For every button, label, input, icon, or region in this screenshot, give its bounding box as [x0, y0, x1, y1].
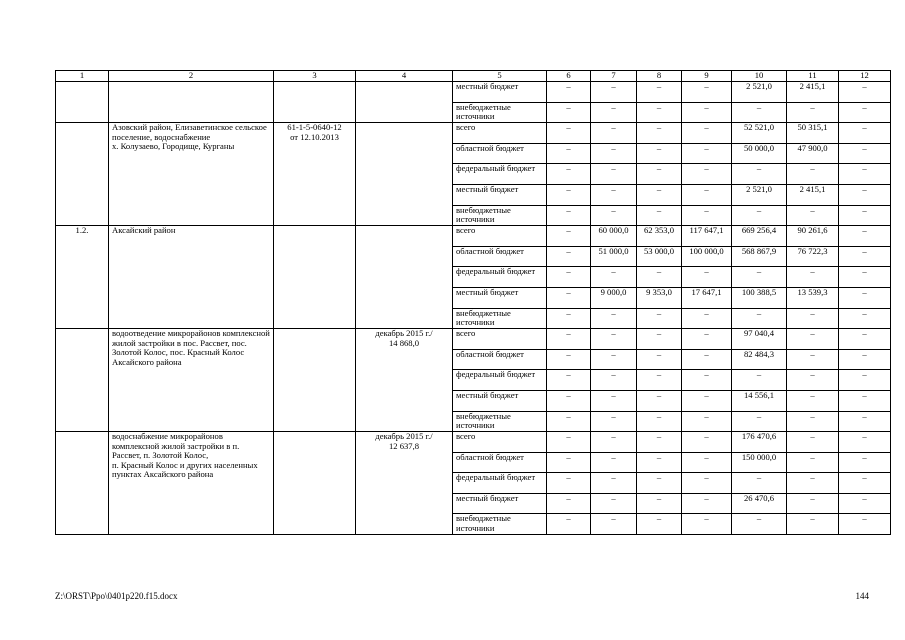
amount-cell: –: [787, 370, 839, 391]
document-code-cell: [274, 82, 356, 123]
amount-cell: –: [682, 205, 732, 226]
amount-cell: –: [732, 411, 787, 432]
funding-source-cell: внебюджетные источники: [453, 102, 547, 123]
amount-cell: –: [839, 493, 891, 514]
amount-cell: –: [787, 308, 839, 329]
amount-cell: –: [637, 143, 682, 164]
column-number-header: 10: [732, 71, 787, 82]
amount-cell: –: [547, 164, 591, 185]
amount-cell: –: [637, 370, 682, 391]
amount-cell: –: [637, 308, 682, 329]
amount-cell: 50 000,0: [732, 143, 787, 164]
amount-cell: –: [787, 205, 839, 226]
amount-cell: –: [547, 411, 591, 432]
amount-cell: –: [547, 184, 591, 205]
amount-cell: –: [732, 205, 787, 226]
amount-cell: –: [547, 205, 591, 226]
funding-source-cell: внебюджетные источники: [453, 411, 547, 432]
column-number-header: 8: [637, 71, 682, 82]
amount-cell: 26 470,6: [732, 493, 787, 514]
amount-cell: –: [839, 184, 891, 205]
column-number-header: 7: [591, 71, 637, 82]
amount-cell: –: [839, 514, 891, 535]
document-code-cell: [274, 226, 356, 329]
amount-cell: –: [591, 493, 637, 514]
amount-cell: –: [637, 102, 682, 123]
amount-cell: 568 867,9: [732, 246, 787, 267]
amount-cell: –: [637, 267, 682, 288]
amount-cell: –: [591, 452, 637, 473]
table-row: [56, 82, 891, 103]
column-number-header: 5: [453, 71, 547, 82]
amount-cell: –: [682, 493, 732, 514]
amount-cell: 76 722,3: [787, 246, 839, 267]
amount-cell: –: [839, 267, 891, 288]
amount-cell: –: [732, 473, 787, 494]
column-number-header: 2: [109, 71, 274, 82]
amount-cell: 97 040,4: [732, 329, 787, 350]
funding-source-cell: федеральный бюджет: [453, 164, 547, 185]
amount-cell: –: [839, 82, 891, 103]
amount-cell: –: [637, 205, 682, 226]
amount-cell: 60 000,0: [591, 226, 637, 247]
amount-cell: –: [787, 390, 839, 411]
column-number-header: 11: [787, 71, 839, 82]
amount-cell: –: [682, 123, 732, 144]
column-number-header: 4: [356, 71, 453, 82]
amount-cell: –: [591, 411, 637, 432]
funding-source-cell: федеральный бюджет: [453, 473, 547, 494]
column-number-header: 1: [56, 71, 109, 82]
amount-cell: –: [547, 514, 591, 535]
amount-cell: –: [787, 514, 839, 535]
funding-source-cell: областной бюджет: [453, 246, 547, 267]
amount-cell: 14 556,1: [732, 390, 787, 411]
amount-cell: –: [591, 102, 637, 123]
amount-cell: –: [839, 452, 891, 473]
amount-cell: –: [839, 226, 891, 247]
column-number-header: 12: [839, 71, 891, 82]
amount-cell: –: [547, 493, 591, 514]
amount-cell: –: [682, 102, 732, 123]
amount-cell: 82 484,3: [732, 349, 787, 370]
amount-cell: –: [732, 267, 787, 288]
amount-cell: –: [547, 226, 591, 247]
amount-cell: –: [839, 473, 891, 494]
object-name-cell: водоотведение микрорайонов комплексной жилой застройки в пос. Рассвет, пос. Золотой Колос, пос. Красный Колос Аксайского района: [109, 329, 274, 432]
funding-source-cell: областной бюджет: [453, 143, 547, 164]
funding-source-cell: федеральный бюджет: [453, 370, 547, 391]
amount-cell: –: [637, 390, 682, 411]
term-cost-cell: декабрь 2015 г./ 12 637,8: [356, 432, 453, 535]
table-row: [56, 226, 891, 247]
amount-cell: –: [637, 82, 682, 103]
amount-cell: –: [591, 123, 637, 144]
funding-source-cell: местный бюджет: [453, 82, 547, 103]
amount-cell: 50 315,1: [787, 123, 839, 144]
amount-cell: –: [547, 102, 591, 123]
amount-cell: –: [591, 308, 637, 329]
funding-source-cell: внебюджетные источники: [453, 514, 547, 535]
amount-cell: –: [591, 184, 637, 205]
amount-cell: 100 000,0: [682, 246, 732, 267]
funding-source-cell: внебюджетные источники: [453, 205, 547, 226]
footer-page-number: 144: [855, 591, 869, 601]
amount-cell: 2 415,1: [787, 82, 839, 103]
funding-source-cell: всего: [453, 329, 547, 350]
amount-cell: 150 000,0: [732, 452, 787, 473]
amount-cell: 100 388,5: [732, 287, 787, 308]
amount-cell: –: [547, 370, 591, 391]
item-number-cell: [56, 123, 109, 226]
amount-cell: –: [682, 82, 732, 103]
amount-cell: –: [637, 473, 682, 494]
amount-cell: –: [839, 123, 891, 144]
funding-source-cell: областной бюджет: [453, 452, 547, 473]
amount-cell: –: [787, 102, 839, 123]
amount-cell: –: [547, 287, 591, 308]
amount-cell: –: [637, 493, 682, 514]
table-row: [56, 123, 891, 144]
item-number-cell: [56, 329, 109, 432]
amount-cell: –: [682, 349, 732, 370]
amount-cell: –: [787, 411, 839, 432]
amount-cell: –: [787, 329, 839, 350]
funding-source-cell: местный бюджет: [453, 287, 547, 308]
amount-cell: –: [787, 452, 839, 473]
column-number-header: 9: [682, 71, 732, 82]
amount-cell: –: [591, 164, 637, 185]
amount-cell: –: [839, 102, 891, 123]
amount-cell: 2 521,0: [732, 184, 787, 205]
amount-cell: –: [591, 432, 637, 453]
amount-cell: –: [682, 143, 732, 164]
funding-source-cell: всего: [453, 226, 547, 247]
amount-cell: –: [547, 82, 591, 103]
amount-cell: 47 900,0: [787, 143, 839, 164]
amount-cell: –: [637, 452, 682, 473]
amount-cell: –: [732, 102, 787, 123]
amount-cell: 51 000,0: [591, 246, 637, 267]
header-row: [56, 71, 891, 82]
funding-source-cell: федеральный бюджет: [453, 267, 547, 288]
funding-source-cell: местный бюджет: [453, 493, 547, 514]
object-name-cell: Азовский район, Елизаветинское сельское поселение, водоснабжение х. Колузаево, Городище, Курганы: [109, 123, 274, 226]
amount-cell: 17 647,1: [682, 287, 732, 308]
amount-cell: –: [682, 184, 732, 205]
amount-cell: –: [839, 370, 891, 391]
term-cost-cell: [356, 123, 453, 226]
item-number-cell: [56, 432, 109, 535]
amount-cell: 13 539,3: [787, 287, 839, 308]
amount-cell: 176 470,6: [732, 432, 787, 453]
amount-cell: –: [839, 411, 891, 432]
amount-cell: 9 353,0: [637, 287, 682, 308]
column-number-header: 3: [274, 71, 356, 82]
term-cost-cell: [356, 82, 453, 123]
amount-cell: –: [682, 390, 732, 411]
amount-cell: –: [839, 205, 891, 226]
amount-cell: –: [591, 349, 637, 370]
funding-source-cell: местный бюджет: [453, 184, 547, 205]
amount-cell: –: [637, 123, 682, 144]
amount-cell: –: [637, 514, 682, 535]
amount-cell: 2 521,0: [732, 82, 787, 103]
object-name-cell: Аксайский район: [109, 226, 274, 329]
object-name-cell: водоснабжение микрорайонов комплексной жилой застройки в п. Рассвет, п. Золотой Колос, п. Красный Колос и других населенных пунктах Аксайского района: [109, 432, 274, 535]
amount-cell: –: [787, 349, 839, 370]
amount-cell: –: [682, 452, 732, 473]
amount-cell: –: [547, 329, 591, 350]
amount-cell: –: [547, 432, 591, 453]
amount-cell: –: [547, 390, 591, 411]
amount-cell: –: [682, 370, 732, 391]
amount-cell: –: [547, 308, 591, 329]
document-code-cell: [274, 432, 356, 535]
amount-cell: –: [591, 205, 637, 226]
amount-cell: –: [547, 452, 591, 473]
amount-cell: –: [839, 349, 891, 370]
amount-cell: –: [682, 411, 732, 432]
amount-cell: –: [591, 473, 637, 494]
amount-cell: –: [591, 370, 637, 391]
amount-cell: –: [591, 82, 637, 103]
funding-source-cell: местный бюджет: [453, 390, 547, 411]
amount-cell: –: [682, 473, 732, 494]
amount-cell: –: [839, 432, 891, 453]
amount-cell: –: [637, 329, 682, 350]
amount-cell: –: [732, 308, 787, 329]
amount-cell: –: [682, 329, 732, 350]
amount-cell: –: [839, 390, 891, 411]
footer-file-path: Z:\ORST\Ppo\0401p220.f15.docx: [55, 591, 178, 601]
funding-source-cell: всего: [453, 432, 547, 453]
document-code-cell: 61-1-5-0640-12 от 12.10.2013: [274, 123, 356, 226]
object-name-cell: [109, 82, 274, 123]
amount-cell: –: [787, 493, 839, 514]
amount-cell: –: [591, 390, 637, 411]
amount-cell: –: [637, 184, 682, 205]
amount-cell: 53 000,0: [637, 246, 682, 267]
amount-cell: –: [787, 267, 839, 288]
amount-cell: –: [547, 473, 591, 494]
budget-table: [55, 70, 891, 535]
amount-cell: –: [591, 514, 637, 535]
amount-cell: –: [839, 329, 891, 350]
amount-cell: –: [547, 246, 591, 267]
amount-cell: –: [732, 514, 787, 535]
column-number-header: 6: [547, 71, 591, 82]
item-number-cell: [56, 82, 109, 123]
amount-cell: –: [682, 432, 732, 453]
amount-cell: 669 256,4: [732, 226, 787, 247]
funding-source-cell: внебюджетные источники: [453, 308, 547, 329]
amount-cell: –: [839, 143, 891, 164]
table-row: [56, 329, 891, 350]
amount-cell: –: [682, 308, 732, 329]
amount-cell: –: [732, 164, 787, 185]
amount-cell: –: [547, 267, 591, 288]
document-code-cell: [274, 329, 356, 432]
amount-cell: –: [839, 164, 891, 185]
amount-cell: 117 647,1: [682, 226, 732, 247]
amount-cell: –: [732, 370, 787, 391]
funding-source-cell: областной бюджет: [453, 349, 547, 370]
amount-cell: 52 521,0: [732, 123, 787, 144]
amount-cell: –: [547, 349, 591, 370]
amount-cell: –: [682, 164, 732, 185]
amount-cell: 2 415,1: [787, 184, 839, 205]
amount-cell: –: [591, 267, 637, 288]
funding-source-cell: всего: [453, 123, 547, 144]
amount-cell: –: [547, 123, 591, 144]
amount-cell: –: [787, 432, 839, 453]
amount-cell: 62 353,0: [637, 226, 682, 247]
amount-cell: –: [637, 411, 682, 432]
table-row: [56, 432, 891, 453]
item-number-cell: 1.2.: [56, 226, 109, 329]
amount-cell: –: [839, 287, 891, 308]
term-cost-cell: [356, 226, 453, 329]
amount-cell: –: [637, 349, 682, 370]
amount-cell: –: [637, 432, 682, 453]
amount-cell: –: [839, 246, 891, 267]
amount-cell: –: [591, 329, 637, 350]
amount-cell: –: [787, 164, 839, 185]
amount-cell: –: [591, 143, 637, 164]
amount-cell: –: [637, 164, 682, 185]
amount-cell: –: [787, 473, 839, 494]
amount-cell: –: [682, 514, 732, 535]
amount-cell: –: [682, 267, 732, 288]
term-cost-cell: декабрь 2015 г./ 14 868,0: [356, 329, 453, 432]
amount-cell: –: [839, 308, 891, 329]
amount-cell: 9 000,0: [591, 287, 637, 308]
amount-cell: 90 261,6: [787, 226, 839, 247]
amount-cell: –: [547, 143, 591, 164]
